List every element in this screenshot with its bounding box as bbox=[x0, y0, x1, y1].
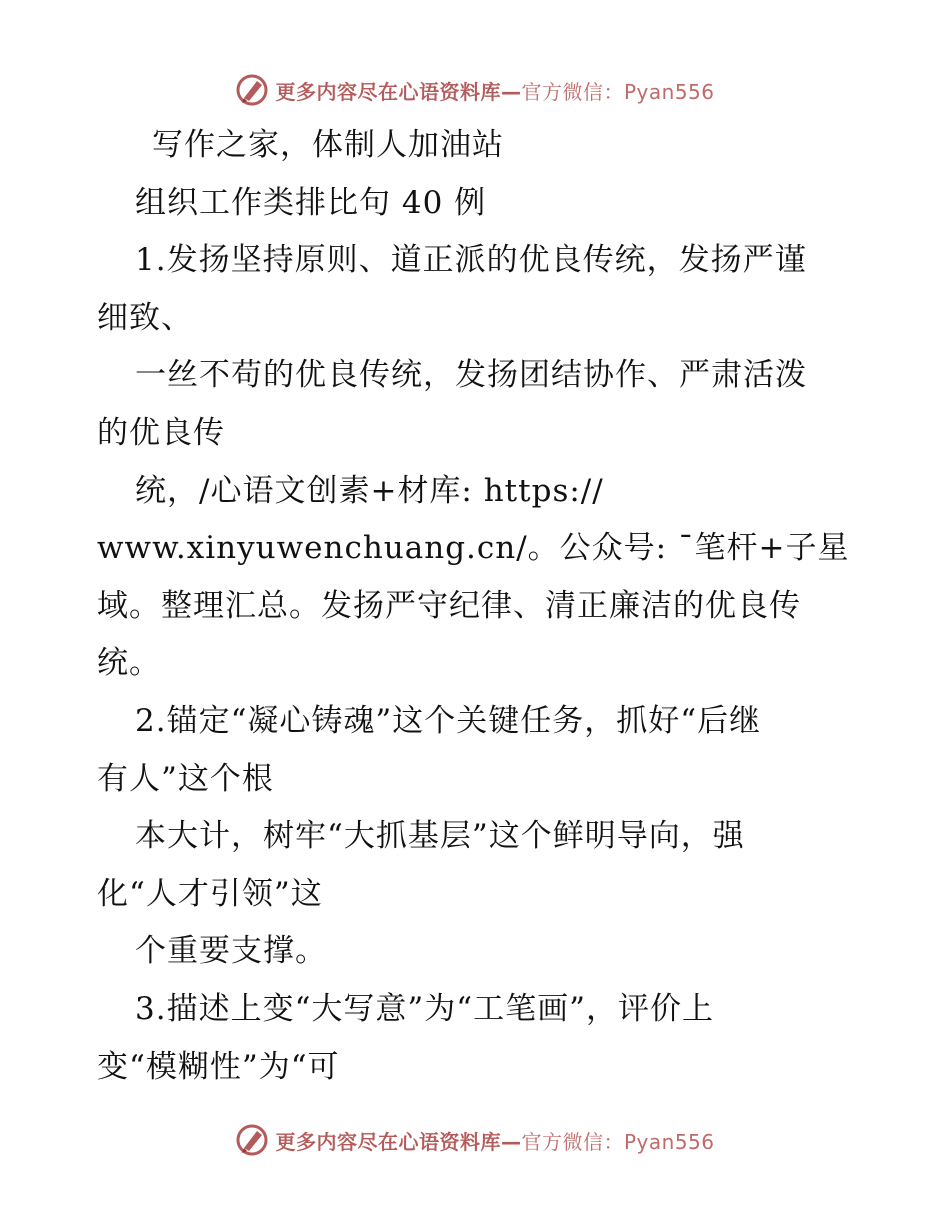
doc-paragraph-line: 细致、 bbox=[97, 299, 193, 336]
doc-paragraph-line: 3.描述上变“大写意”为“工笔画”，评价上 bbox=[135, 990, 714, 1027]
doc-title: 组织工作类排比句 40 例 bbox=[135, 184, 487, 221]
doc-paragraph-line: 个重要支撑。 bbox=[135, 933, 327, 970]
document-body bbox=[97, 117, 857, 1096]
doc-paragraph-line: 化“人才引领”这 bbox=[97, 875, 323, 912]
footer-watermark-banner bbox=[0, 1120, 950, 1160]
pen-logo-icon bbox=[235, 73, 269, 107]
doc-paragraph-line: 一丝不苟的优良传统，发扬团结协作、严肃活泼 bbox=[135, 357, 807, 394]
header-watermark-banner bbox=[0, 70, 950, 110]
doc-paragraph-line: 1.发扬坚持原则、道正派的优良传统，发扬严谨 bbox=[135, 242, 807, 279]
doc-paragraph-line: 有人”这个根 bbox=[97, 760, 274, 797]
doc-paragraph-line: 的优良传 bbox=[97, 414, 225, 451]
pen-logo-icon bbox=[235, 1123, 269, 1157]
watermark-text: 更多内容尽在心语资料库—官方微信：Pyan556 bbox=[275, 79, 715, 104]
doc-paragraph-line: 统。 bbox=[97, 645, 161, 682]
doc-paragraph-line: 本大计，树牢“大抓基层”这个鲜明导向，强 bbox=[135, 818, 745, 855]
watermark-text: 更多内容尽在心语资料库—官方微信：Pyan556 bbox=[275, 1129, 715, 1154]
doc-paragraph-line: www.xinyuwenchuang.cn/。公众号: ¯笔杆+子星 bbox=[97, 530, 850, 567]
doc-paragraph-line: 2.锚定“凝心铸魂”这个关键任务，抓好“后继 bbox=[135, 702, 762, 739]
doc-heading: 写作之家，体制人加油站 bbox=[152, 127, 504, 163]
doc-paragraph-line: 域。整理汇总。发扬严守纪律、清正廉洁的优良传 bbox=[97, 587, 801, 624]
doc-paragraph-line: 统，/心语文创素+材库: https:// bbox=[135, 472, 604, 509]
doc-paragraph-line: 变“模糊性”为“可 bbox=[97, 1048, 340, 1085]
